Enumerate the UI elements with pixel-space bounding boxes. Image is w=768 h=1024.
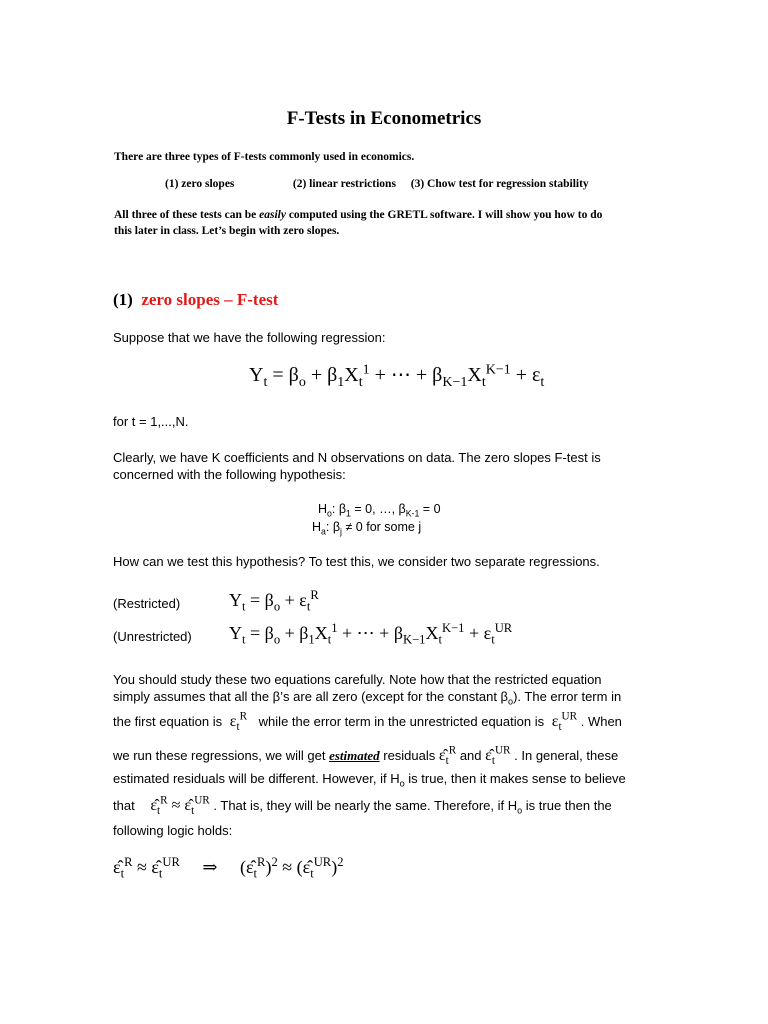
section-heading: [113, 290, 278, 310]
paragraph-clearly-line2: concerned with the following hypothesis:: [113, 467, 346, 482]
test-type-linear-restrictions: (2) linear restrictions: [292, 178, 396, 190]
test-type-zero-slopes: (1) zero slopes: [165, 178, 235, 190]
intro-line: There are three types of F-tests commonly used in economics.: [114, 151, 415, 163]
section-number: (1): [113, 290, 133, 309]
paragraph-suppose: Suppose that we have the following regression:: [113, 330, 386, 345]
null-hypothesis: $H_o$: $\beta_1 = 0$, …, $\beta_{K-1} = 0$: [318, 502, 441, 519]
emphasis-easily: easily: [259, 209, 286, 221]
study-line7: following logic holds:: [113, 823, 233, 838]
unrestricted-equation: $Y_t = \beta_o + \beta_1X_t^1$ + ⋯ + $\beta_{K-1}X_t^{K-1} + \varepsilon_t^{UR}$: [229, 621, 513, 647]
study-line4: we run these regressions, we will get estimated residuals $\varepsilon̂_t^R$ and $\varepsilon̂_t^{UR}$ . In general, these: [113, 744, 619, 768]
logic-equation: $\varepsilon̂_t^R$ ≈ $\varepsilon̂_t^{UR}$ ⇒ $(\varepsilon̂_t^R)^2$ ≈ $(\varepsilon̂_t^{UR})^2$: [113, 855, 344, 881]
paragraph-clearly-line1: Clearly, we have K coefficients and N observations on data. The zero slopes F-test is: [113, 450, 601, 465]
study-line2: simply assumes that all the β’s are all zero (except for the constant $\beta_o$). The error term in: [113, 689, 622, 707]
gretl-paragraph-line1: All three of these tests can be easily computed using the GRETL software. I will show you how to do: [114, 209, 603, 221]
section-title: zero slopes – F-test: [141, 290, 279, 309]
restricted-equation: $Y_t = \beta_o + \varepsilon_t^R$: [229, 588, 319, 614]
test-type-chow: (3) Chow test for regression stability: [410, 178, 589, 190]
study-line6: that $\varepsilon̂_t^R$ ≈ $\varepsilon̂_t^{UR}$ . That is, they will be nearly the same. Therefore, if $H_o$ is true then the: [113, 794, 612, 818]
emphasis-estimated: estimated: [329, 748, 380, 763]
study-line1: You should study these two equations carefully. Note how that the restricted equation: [113, 672, 602, 687]
page-title: F-Tests in Econometrics: [286, 108, 482, 129]
paragraph-how: How can we test this hypothesis? To test this, we consider two separate regressions.: [113, 554, 600, 569]
gretl-paragraph-line2: this later in class. Let’s begin with zero slopes.: [114, 225, 340, 237]
label-restricted: (Restricted): [113, 596, 181, 611]
paragraph-for-t: for t = 1,...,N.: [113, 414, 189, 429]
label-unrestricted: (Unrestricted): [113, 629, 192, 644]
study-line5: estimated residuals will be different. However, if $H_o$ is true, then it makes sense to believe: [113, 771, 626, 789]
alternative-hypothesis: $H_a$: $\beta_j \ne 0$ for some j: [312, 520, 422, 537]
test-types-list: [165, 178, 589, 190]
study-line3: the first equation is $\varepsilon_t^R$ while the error term in the unrestricted equation is $\varepsilon_t^{UR}$ . When: [113, 710, 622, 734]
regression-equation: $Y_t = \beta_o + \beta_1X_t^1$ + ⋯ + $\beta_{K-1}X_t^{K-1} + \varepsilon_t$: [249, 362, 545, 390]
